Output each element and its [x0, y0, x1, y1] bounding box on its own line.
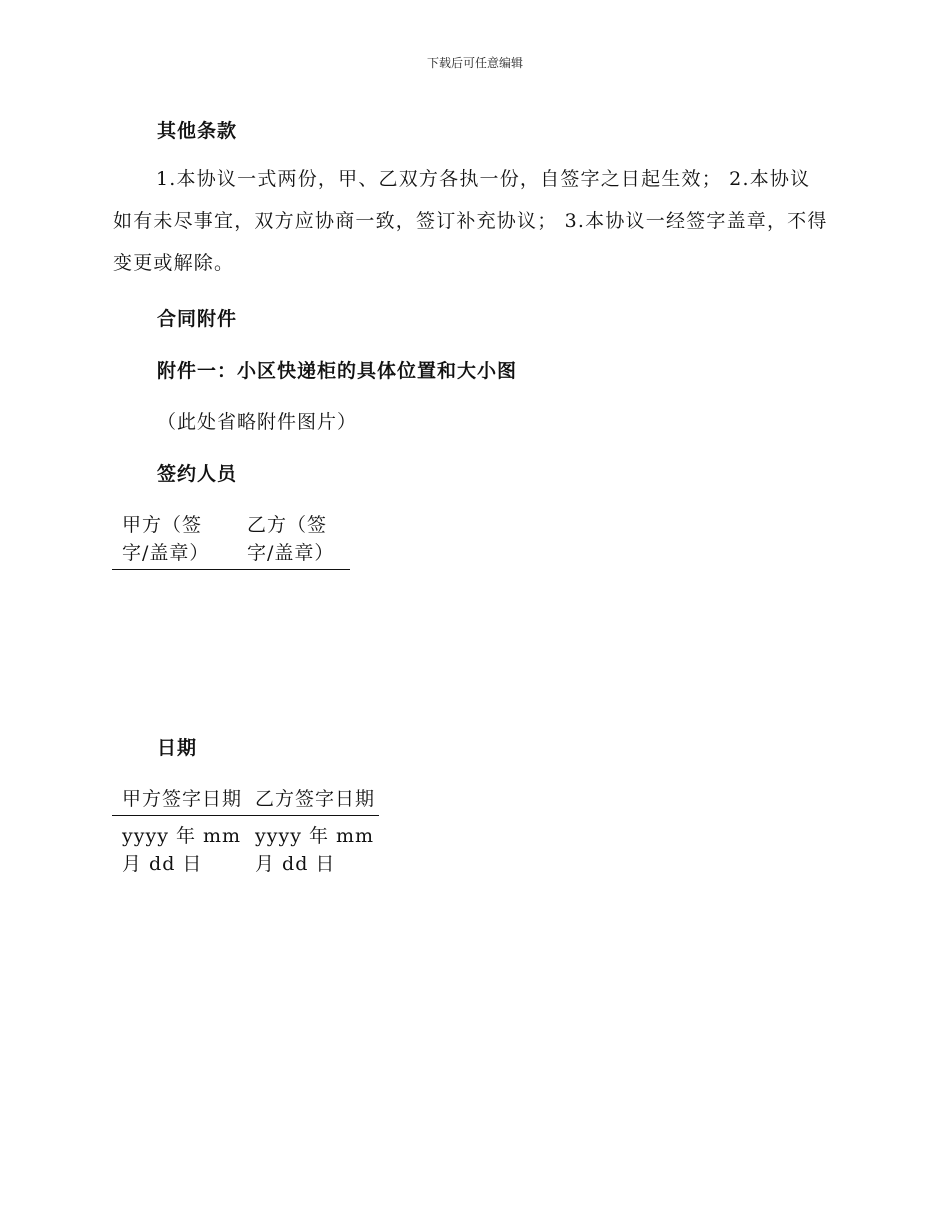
signatories-heading: 签约人员: [157, 463, 238, 485]
other-terms-paragraph: 1.本协议一式两份，甲、乙双方各执一份，自签字之日起生效； 2.本协议如有未尽事宜，双方应协商一致，签订补充协议； 3.本协议一经签字盖章，不得变更或解除。: [113, 168, 828, 274]
party-a-signature-header: 甲方（签字/盖章）: [112, 511, 237, 570]
party-b-date-header: 乙方签字日期: [245, 785, 379, 816]
dates-value-row: [112, 816, 379, 879]
dates-table: [112, 785, 379, 878]
party-a-date-header: 甲方签字日期: [112, 785, 245, 816]
signatories-header-row: [112, 511, 350, 570]
dates-heading: 日期: [157, 737, 198, 759]
party-a-date-value: yyyy 年 mm 月 dd 日: [122, 825, 242, 875]
attachment-note: （此处省略附件图片）: [157, 411, 358, 433]
other-terms-heading: 其他条款: [157, 120, 238, 142]
attachments-heading: 合同附件: [157, 308, 238, 330]
party-b-date-value: yyyy 年 mm 月 dd 日: [255, 825, 375, 875]
attachment-one-heading: 附件一：小区快递柜的具体位置和大小图: [157, 360, 518, 382]
signatories-table: [112, 511, 350, 570]
dates-header-row: [112, 785, 379, 816]
page-header: 下载后可任意编辑: [426, 56, 523, 70]
party-b-signature-header: 乙方（签字/盖章）: [237, 511, 350, 570]
